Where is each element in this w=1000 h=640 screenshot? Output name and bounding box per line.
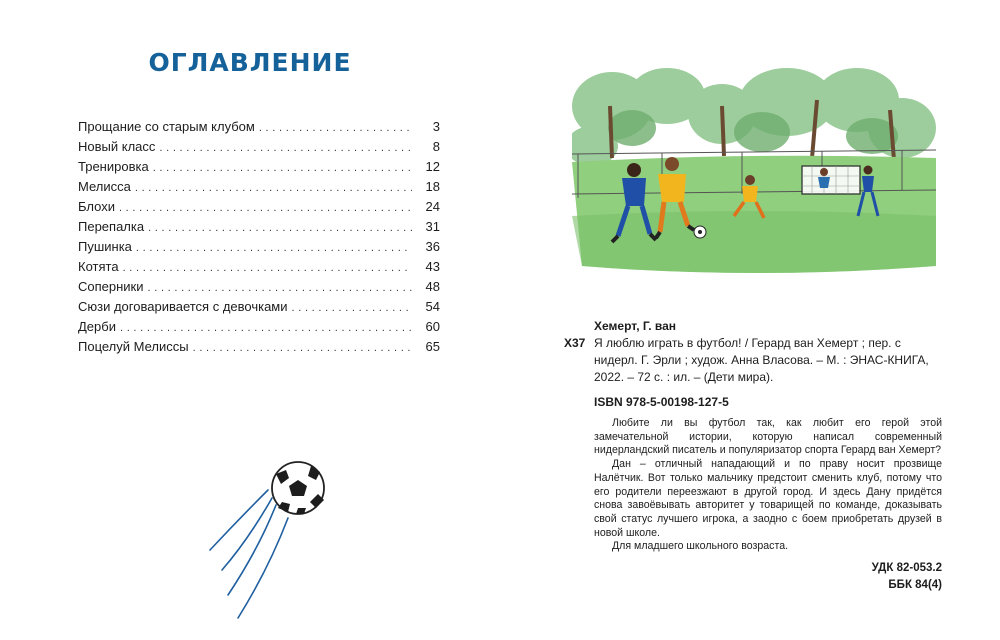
toc-leader-dots [119, 197, 412, 218]
bbk-code: ББК 84(4) [888, 579, 942, 592]
toc-entry [78, 137, 440, 157]
toc-entry [78, 117, 440, 137]
annotation-paragraph: Любите ли вы футбол так, как любит его герой этой замечательной истории, которую написал современный нидерландский писатель и популяризатор спорта Герард ван Хемерт? [594, 417, 942, 457]
toc-entry [78, 217, 440, 237]
annotation-paragraph: Дан – отличный нападающий и по праву носит прозвище Налётчик. Вот только мальчику предстоит сменить клуб, потому что его родители переезжают в другой город. И здесь Дану придётся снова завоёвывать авторитет у товарищей по команде, доказывать свой статус лучшего игрока, а заодно с боем приобретать друзей в новой школе. [594, 458, 942, 539]
toc-entry [78, 337, 440, 357]
toc-entry-title: Прощание со старым клубом [78, 119, 255, 134]
toc-entry [78, 177, 440, 197]
annotation-paragraph: Для младшего школьного возраста. [612, 540, 789, 553]
toc-entry-title: Новый класс [78, 139, 156, 154]
toc-entry-page: 12 [425, 159, 440, 174]
toc-entry-page: 24 [425, 199, 440, 214]
catalog-record [564, 318, 942, 594]
catalog-code: Х37 [564, 336, 586, 350]
toc-entry-title: Блохи [78, 199, 115, 214]
toc-entry-page: 18 [425, 179, 440, 194]
toc-entry [78, 277, 440, 297]
toc-entry-page: 48 [425, 279, 440, 294]
toc-leader-dots [120, 317, 412, 338]
toc-leader-dots [259, 117, 412, 138]
toc-entry-title: Пушинка [78, 239, 132, 254]
toc-entry-page: 43 [425, 259, 440, 274]
toc-entry-title: Тренировка [78, 159, 149, 174]
right-page [500, 0, 1000, 640]
catalog-author: Хемерт, Г. ван [594, 319, 676, 333]
toc-leader-dots [292, 297, 412, 318]
catalog-description: Я люблю играть в футбол! / Герард ван Хемерт ; пер. с нидерл. Г. Эрли ; худож. Анна Власова. – М. : ЭНАС-КНИГА, 2022. – 72 с. : ил. – (Дети мира). [594, 336, 929, 384]
toc-list [78, 117, 440, 357]
toc-entry-title: Поцелуй Мелиссы [78, 339, 189, 354]
toc-entry-title: Сюзи договаривается с девочками [78, 299, 288, 314]
toc-entry-page: 8 [432, 139, 440, 154]
toc-entry-title: Мелисса [78, 179, 131, 194]
toc-entry-page: 36 [425, 239, 440, 254]
toc-leader-dots [153, 157, 412, 178]
toc-leader-dots [148, 217, 412, 238]
catalog-annotation [594, 417, 942, 554]
toc-leader-dots [135, 177, 412, 198]
toc-entry-page: 3 [432, 119, 440, 134]
toc-entry-page: 31 [425, 219, 440, 234]
toc-entry-page: 65 [425, 339, 440, 354]
toc-entry-title: Перепалка [78, 219, 145, 234]
football-match-illustration [572, 66, 936, 280]
toc-entry [78, 157, 440, 177]
toc-entry-page: 60 [425, 319, 440, 334]
toc-entry-title: Дерби [78, 319, 116, 334]
classification-codes [564, 560, 942, 594]
udk-code: УДК 82-053.2 [871, 562, 942, 575]
toc-leader-dots [148, 277, 412, 298]
toc-entry-title: Соперники [78, 279, 144, 294]
toc-leader-dots [193, 337, 412, 358]
toc-entry-page: 54 [425, 299, 440, 314]
soccer-ball-icon [198, 450, 348, 620]
toc-leader-dots [159, 137, 412, 158]
toc-entry [78, 197, 440, 217]
toc-entry [78, 317, 440, 337]
toc-entry [78, 297, 440, 317]
toc-leader-dots [123, 257, 412, 278]
toc-entry [78, 257, 440, 277]
catalog-isbn: ISBN 978-5-00198-127-5 [594, 395, 729, 409]
toc-entry [78, 237, 440, 257]
toc-leader-dots [136, 237, 412, 258]
toc-entry-title: Котята [78, 259, 119, 274]
toc-title: ОГЛАВЛЕНИЕ [148, 48, 352, 77]
